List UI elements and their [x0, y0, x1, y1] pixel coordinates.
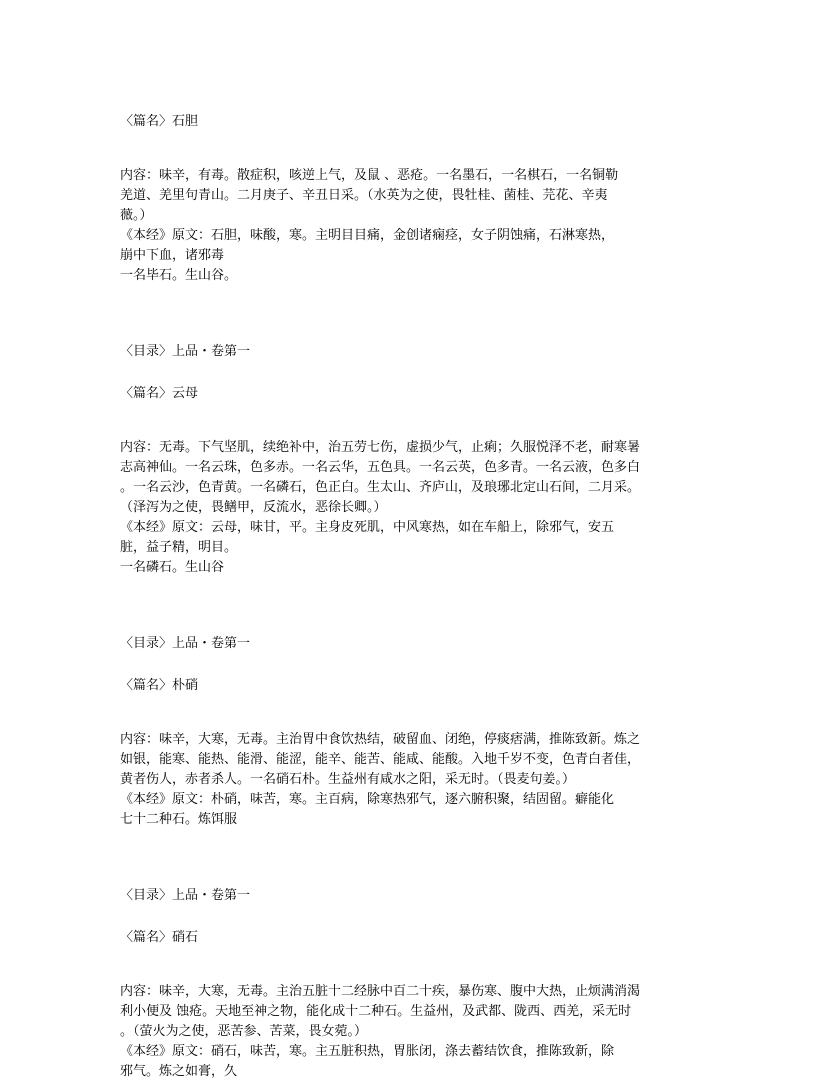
content-line: 羌道、羌里句青山。二月庚子、辛丑日采。（水英为之使，畏牡桂、菌桂、芫花、辛夷: [120, 188, 608, 203]
entry-title: 〈篇名〉硝石: [120, 930, 199, 945]
content-line: 志高神仙。一名云珠，色多赤。一名云华，五色具。一名云英，色多青。一名云液，色多白: [120, 460, 641, 475]
entry-content: [120, 438, 700, 578]
entry-content: [120, 730, 700, 830]
entry-title: 〈篇名〉石胆: [120, 114, 199, 129]
content-line: 内容：味辛，大寒，无毒。主治胃中食饮热结，破留血、闭绝，停痰痞满，推陈致新。炼之: [120, 732, 641, 747]
document-page: [120, 112, 700, 1082]
content-line: 内容：味辛，大寒，无毒。主治五脏十二经脉中百二十疾，暴伤寒、腹中大热，止烦满消渴: [120, 984, 641, 999]
entry-content: [120, 982, 700, 1082]
catalog-label: 〈目录〉上品・卷第一: [120, 344, 251, 359]
entry-title: 〈篇名〉朴硝: [120, 678, 199, 693]
content-line: 。（萤火为之使，恶苦参、苦菜，畏女菀。）: [120, 1024, 368, 1039]
content-line: 《本经》原文：朴硝，味苦，寒。主百病，除寒热邪气，逐六腑积聚，结固留。癖能化: [120, 792, 615, 807]
content-line: 《本经》原文：硝石，味苦，寒。主五脏积热，胃胀闭，涤去蓄结饮食，推陈致新，除: [120, 1044, 615, 1059]
content-line: 崩中下血，诸邪毒: [120, 248, 225, 263]
content-line: 内容：无毒。下气坚肌，续绝补中，治五劳七伤，虚损少气，止痢；久服悦泽不老，耐寒暑: [120, 440, 641, 455]
content-line: 一名毕石。生山谷。: [120, 268, 238, 283]
entry-yunmu: [120, 342, 700, 578]
content-line: 黄者伤人，赤者杀人。一名硝石朴。生益州有咸水之阳，采无时。（畏麦句姜。）: [120, 772, 576, 787]
content-line: 。一名云沙，色青黄。一名磷石，色正白。生太山、齐庐山，及琅琊北定山石间，二月采。: [120, 480, 641, 495]
entry-title: 〈篇名〉云母: [120, 386, 199, 401]
entry-xiaoshi: [120, 886, 700, 1082]
content-line: 利小便及 蚀疮。天地至神之物，能化成十二种石。生益州，及武都、陇西、西羌，采无时: [120, 1004, 632, 1019]
content-line: 脏，益子精，明目。: [120, 540, 238, 555]
content-line: 七十二种石。炼饵服: [120, 812, 238, 827]
entry-content: [120, 166, 700, 286]
entry-shidan: [120, 112, 700, 286]
entry-puxiao: [120, 634, 700, 830]
content-line: 一名磷石。生山谷: [120, 560, 225, 575]
content-line: 《本经》原文：石胆，味酸，寒。主明目目痛，金创诸痫痉，女子阴蚀痛，石淋寒热，: [120, 228, 615, 243]
content-line: 薇。）: [120, 208, 153, 223]
catalog-label: 〈目录〉上品・卷第一: [120, 636, 251, 651]
content-line: 如银，能寒、能热、能滑、能涩，能辛、能苦、能咸、能酸。入地千岁不变，色青白者佳，: [120, 752, 641, 767]
content-line: 《本经》原文：云母，味甘，平。主身皮死肌，中风寒热，如在车船上，除邪气，安五: [120, 520, 615, 535]
content-line: （泽泻为之使，畏鳝甲，反流水，恶徐长卿。）: [120, 500, 387, 515]
content-line: 内容：味辛，有毒。散症积，咳逆上气，及鼠 、恶疮。一名墨石，一名棋石，一名铜勒: [120, 168, 619, 183]
content-line: 邪气。炼之如膏，久: [120, 1064, 238, 1079]
catalog-label: 〈目录〉上品・卷第一: [120, 888, 251, 903]
